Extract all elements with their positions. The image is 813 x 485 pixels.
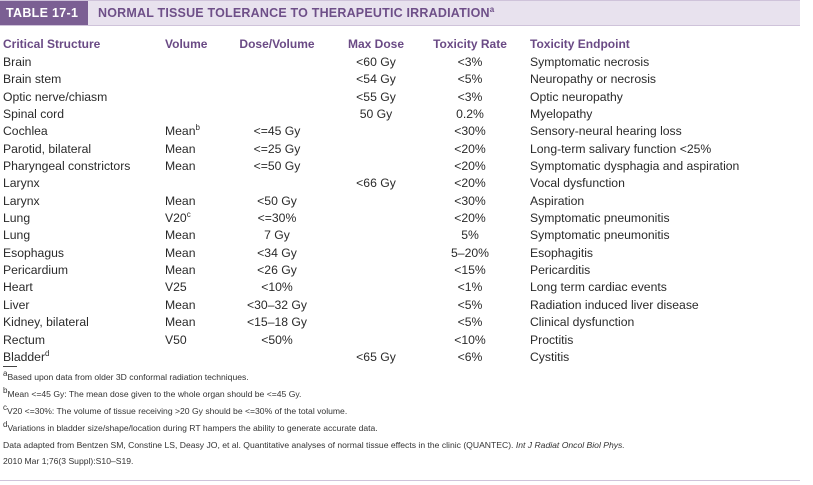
dose-volume-cell: <=30% <box>257 211 297 226</box>
header-toxicity-endpoint: Toxicity Endpoint <box>530 37 630 51</box>
toxicity-rate-cell: <20% <box>454 211 486 226</box>
table-row <box>0 297 800 314</box>
volume-cell: V20$^c$ <box>165 210 191 226</box>
volume-cell: Mean <box>165 141 196 156</box>
footnote-mark: b <box>195 123 200 133</box>
toxicity-rate-cell: <5% <box>457 297 483 312</box>
table-row <box>0 279 800 296</box>
table-row <box>0 349 800 366</box>
dose-volume-cell: 7 Gy <box>264 228 290 243</box>
table-row <box>0 332 800 349</box>
source-citation: Data adapted from Bentzen SM, Constine LS, Deasy JO, et al. Quantitative analyses of normal tissue effects in the clinic (QUANTEC). Int J Radiat Oncol Biol Phys. <box>3 440 625 450</box>
toxicity-rate-cell: <15% <box>454 263 486 278</box>
table-row <box>0 193 800 210</box>
table-number: TABLE 17-1 <box>0 1 88 25</box>
volume-cell: Mean <box>165 245 196 260</box>
dose-volume-cell: <30–32 Gy <box>247 297 307 312</box>
structure-cell: Cochlea <box>3 124 48 139</box>
header-dose-volume: Dose/Volume <box>239 37 315 51</box>
title-footnote-mark: a <box>489 4 495 14</box>
toxicity-rate-cell: <30% <box>454 124 486 139</box>
toxicity-endpoint-cell: Clinical dysfunction <box>530 315 635 330</box>
max-dose-cell: <60 Gy <box>356 55 396 69</box>
structure-cell: Spinal cord <box>3 107 64 122</box>
toxicity-endpoint-cell: Sensory-neural hearing loss <box>530 124 682 139</box>
dose-volume-cell: <50% <box>261 332 293 347</box>
structure-cell: Larynx <box>3 176 40 191</box>
toxicity-rate-cell: <30% <box>454 193 486 208</box>
toxicity-endpoint-cell: Myelopathy <box>530 107 593 122</box>
footnote-mark: d <box>45 348 50 358</box>
volume-cell: Mean <box>165 228 196 243</box>
toxicity-rate-cell: <3% <box>457 55 483 69</box>
dose-volume-cell: <50 Gy <box>257 193 297 208</box>
footnote-divider <box>3 366 17 367</box>
table-row <box>0 314 800 331</box>
header-max-dose: Max Dose <box>347 37 405 51</box>
volume-cell: Mean <box>165 315 196 330</box>
volume-cell: V25 <box>165 280 187 295</box>
toxicity-endpoint-cell: Optic neuropathy <box>530 89 623 104</box>
toxicity-rate-cell: <20% <box>454 176 486 191</box>
toxicity-endpoint-cell: Cystitis <box>530 349 570 364</box>
volume-cell: Mean <box>165 159 196 174</box>
dose-volume-cell: <34 Gy <box>257 245 297 260</box>
max-dose-cell: <66 Gy <box>356 176 396 191</box>
dose-volume-cell: <15–18 Gy <box>247 315 307 330</box>
footnote-a: $^a$Based upon data from older 3D conformal radiation techniques. <box>3 369 249 382</box>
footnote-d: $^d$Variations in bladder size/shape/location during RT hampers the ability to generate accurate data. <box>3 420 378 433</box>
table-row <box>0 262 800 279</box>
structure-cell: Esophagus <box>3 245 64 260</box>
toxicity-rate-cell: 5% <box>461 228 479 243</box>
toxicity-rate-cell: <5% <box>457 72 483 87</box>
toxicity-endpoint-cell: Long-term salivary function <25% <box>530 141 712 156</box>
structure-cell: Larynx <box>3 193 40 208</box>
toxicity-endpoint-cell: Symptomatic pneumonitis <box>530 228 670 243</box>
toxicity-endpoint-cell: Radiation induced liver disease <box>530 297 699 312</box>
table-row <box>0 158 800 175</box>
toxicity-endpoint-cell: Pericarditis <box>530 263 591 278</box>
source-citation-line2: 2010 Mar 1;76(3 Suppl):S10–S19. <box>3 456 134 466</box>
volume-cell: Mean <box>165 297 196 312</box>
toxicity-rate-cell: <20% <box>454 159 486 174</box>
toxicity-rate-cell: <1% <box>457 280 483 295</box>
table-row <box>0 210 800 227</box>
toxicity-endpoint-cell: Aspiration <box>530 193 585 208</box>
max-dose-cell: 50 Gy <box>359 107 393 122</box>
max-dose-cell: <54 Gy <box>356 72 396 87</box>
structure-cell: Lung <box>3 211 31 226</box>
volume-cell: Mean <box>165 263 196 278</box>
toxicity-endpoint-cell: Esophagitis <box>530 245 594 260</box>
table-title <box>98 1 494 25</box>
toxicity-rate-cell: <3% <box>457 89 483 104</box>
toxicity-endpoint-cell: Vocal dysfunction <box>530 176 625 191</box>
footnote-mark: c <box>186 210 191 220</box>
toxicity-endpoint-cell: Symptomatic dysphagia and aspiration <box>530 159 740 174</box>
toxicity-rate-cell: <5% <box>457 315 483 330</box>
table-row <box>0 123 800 140</box>
structure-cell: Pericardium <box>3 263 69 278</box>
header-critical-structure: Critical Structure <box>3 37 101 51</box>
footnote-b: $^b$Mean <=45 Gy: The mean dose given to the whole organ should be <=45 Gy. <box>3 386 302 399</box>
structure-cell: Kidney, bilateral <box>3 315 89 330</box>
volume-cell: Mean$^b$ <box>165 123 200 139</box>
table-row <box>0 71 800 88</box>
toxicity-endpoint-cell: Neuropathy or necrosis <box>530 72 656 87</box>
table-title-bar <box>0 0 800 26</box>
footnote-c: $^c$V20 <=30%: The volume of tissue receiving >20 Gy should be <=30% of the total volume. <box>3 403 348 416</box>
volume-cell: Mean <box>165 193 196 208</box>
toxicity-rate-cell: <20% <box>454 141 486 156</box>
structure-cell: Rectum <box>3 332 45 347</box>
toxicity-rate-cell: <10% <box>454 332 486 347</box>
header-volume: Volume <box>165 37 208 51</box>
dose-volume-cell: <=50 Gy <box>253 159 301 174</box>
structure-cell: Brain stem <box>3 72 62 87</box>
max-dose-cell: <65 Gy <box>356 349 396 364</box>
table-row <box>0 141 800 158</box>
toxicity-endpoint-cell: Symptomatic pneumonitis <box>530 211 670 226</box>
structure-cell: Heart <box>3 280 33 295</box>
header-toxicity-rate: Toxicity Rate <box>433 37 507 51</box>
dose-volume-cell: <10% <box>261 280 293 295</box>
table-row <box>0 227 800 244</box>
table-body <box>0 54 800 366</box>
toxicity-rate-cell: <6% <box>457 349 483 364</box>
structure-cell: Liver <box>3 297 30 312</box>
toxicity-rate-cell: 5–20% <box>451 245 489 260</box>
structure-cell: Pharyngeal constrictors <box>3 159 131 174</box>
structure-cell: Optic nerve/chiasm <box>3 89 108 104</box>
structure-cell: Bladder$^d$ <box>3 348 50 364</box>
dose-volume-cell: <=25 Gy <box>253 141 301 156</box>
table-row <box>0 245 800 262</box>
max-dose-cell: <55 Gy <box>356 89 396 104</box>
table-row <box>0 54 800 71</box>
table-title-text: NORMAL TISSUE TOLERANCE TO THERAPEUTIC IRRADIATION <box>98 6 490 20</box>
dose-volume-cell: <26 Gy <box>257 263 297 278</box>
table-row <box>0 106 800 123</box>
structure-cell: Brain <box>3 55 32 69</box>
structure-cell: Parotid, bilateral <box>3 141 92 156</box>
toxicity-endpoint-cell: Proctitis <box>530 332 574 347</box>
table-bottom-border <box>0 480 800 481</box>
volume-cell: V50 <box>165 332 187 347</box>
toxicity-endpoint-cell: Symptomatic necrosis <box>530 55 650 69</box>
dose-volume-cell: <=45 Gy <box>253 124 301 139</box>
toxicity-rate-cell: 0.2% <box>456 107 484 122</box>
table-row <box>0 89 800 106</box>
table-row <box>0 175 800 192</box>
toxicity-endpoint-cell: Long term cardiac events <box>530 280 667 295</box>
structure-cell: Lung <box>3 228 31 243</box>
